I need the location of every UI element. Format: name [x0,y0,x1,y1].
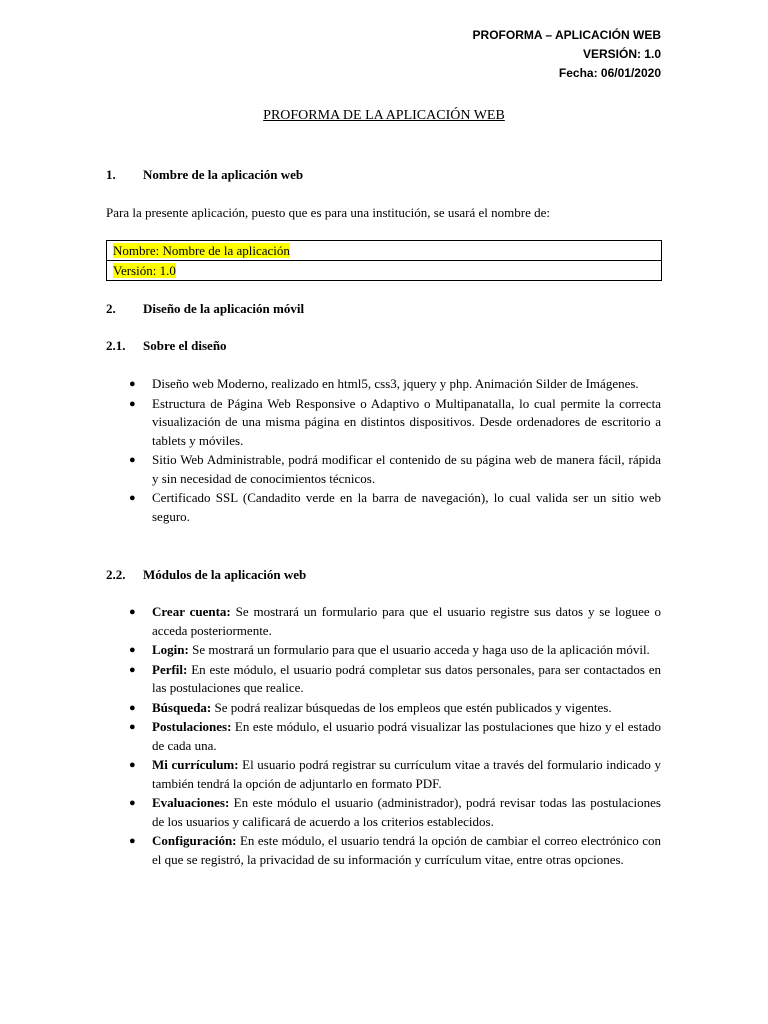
module-description: Se mostrará un formulario para que el usuario acceda y haga uso de la aplicación móvil. [188,642,650,657]
document-header [473,26,661,83]
module-description: Se podrá realizar búsquedas de los empleos que estén publicados y vigentes. [211,699,612,715]
module-item [106,641,661,660]
module-item [106,661,661,698]
list-item-text: Certificado SSL (Candadito verde en la barra de navegación), lo cual valida ser un sitio web seguro. [152,490,661,524]
module-item [106,794,661,831]
bullet-icon: ● [129,797,136,809]
module-name: Perfil: [152,661,188,677]
list-item-text: Diseño web Moderno, realizado en html5, css3, jquery y php. Animación Silder de Imágenes. [152,376,639,391]
document-title: PROFORMA DE LA APLICACIÓN WEB [263,108,505,123]
list-item [106,451,661,488]
section-2-2-heading [106,567,306,583]
module-item [106,699,661,718]
section-2-heading [106,301,304,317]
module-description: En este módulo, el usuario podrá visualizar las postulaciones que hizo y el estado de cada una. [152,719,661,753]
section-title: Nombre de la aplicación web [143,167,304,182]
bullet-icon: ● [129,397,136,410]
bullet-icon: ● [129,835,136,847]
bullet-icon: ● [129,759,136,771]
list-item [106,489,661,526]
bullet-icon: ● [129,701,136,714]
header-document-type: PROFORMA – APLICACIÓN WEB [472,28,661,42]
section-title: Módulos de la aplicación web [143,567,307,582]
module-name: Configuración: [152,833,237,848]
module-item [106,756,661,793]
module-name: Login: [152,642,189,657]
section-1-heading [106,167,303,183]
bullet-icon: ● [129,606,136,618]
list-item-text: Estructura de Página Web Responsive o Adaptivo o Multipanatalla, lo cual permite la correcta visualización de una misma página en distintos dispositivos. Desde ordenadores de escritorio a tablets y móviles. [152,395,661,448]
module-item [106,832,661,869]
module-description: Se mostrará un formulario para que el usuario registre sus datos y se loguee o acceda posteriormente. [152,604,661,638]
app-name-row [107,241,661,260]
bullet-icon: ● [129,663,136,676]
bullet-icon: ● [129,721,136,733]
app-version-text: Versión: 1.0 [113,263,176,278]
module-name: Mi currículum: [152,757,239,772]
section-1-intro: Para la presente aplicación, puesto que es para una institución, se usará el nombre de: [106,205,551,220]
bullet-icon: ● [129,454,136,466]
section-title: Diseño de la aplicación móvil [143,301,305,316]
module-description: En este módulo el usuario (administrador), podrá revisar todas las postulaciones de los usuarios y calificará de acuerdo a los criterios establecidos. [152,795,661,829]
module-item [106,603,661,640]
module-item [106,718,661,755]
section-number: 2. [106,301,116,316]
bullet-icon: ● [129,644,136,656]
module-name: Crear cuenta: [152,604,231,619]
module-name: Búsqueda: [152,699,212,715]
list-item [106,375,661,394]
module-description: El usuario podrá registrar su currículum vitae a través del formulario indicado y también tendrá la opción de adjuntarlo en formato PDF. [152,757,661,791]
list-item [106,395,661,451]
section-number: 1. [106,167,116,182]
module-name: Evaluaciones: [152,795,230,810]
header-version: VERSIÓN: 1.0 [582,47,661,61]
module-description: En este módulo, el usuario tendrá la opción de cambiar el correo electrónico con el que se registró, la privacidad de su información y currículum vitae, entre otras opciones. [152,833,661,867]
section-number: 2.2. [106,567,126,582]
bullet-icon: ● [129,378,136,390]
design-bullet-list [106,375,661,527]
bullet-icon: ● [129,492,136,504]
section-number: 2.1. [106,338,126,353]
list-item-text: Sitio Web Administrable, podrá modificar el contenido de su página web de manera fácil, rápida y sin necesidad de conocimientos técnicos. [152,452,661,486]
module-description: En este módulo, el usuario podrá completar sus datos personales, para ser contactados en las postulaciones que realice. [152,661,661,695]
section-2-1-heading [106,338,227,354]
app-version-row [107,260,661,280]
header-date: Fecha: 06/01/2020 [558,66,661,80]
module-name: Postulaciones: [152,719,232,734]
section-title: Sobre el diseño [143,338,227,353]
app-name-text: Nombre: Nombre de la aplicación [113,243,290,258]
app-name-box [106,240,662,281]
modules-bullet-list [106,603,661,870]
